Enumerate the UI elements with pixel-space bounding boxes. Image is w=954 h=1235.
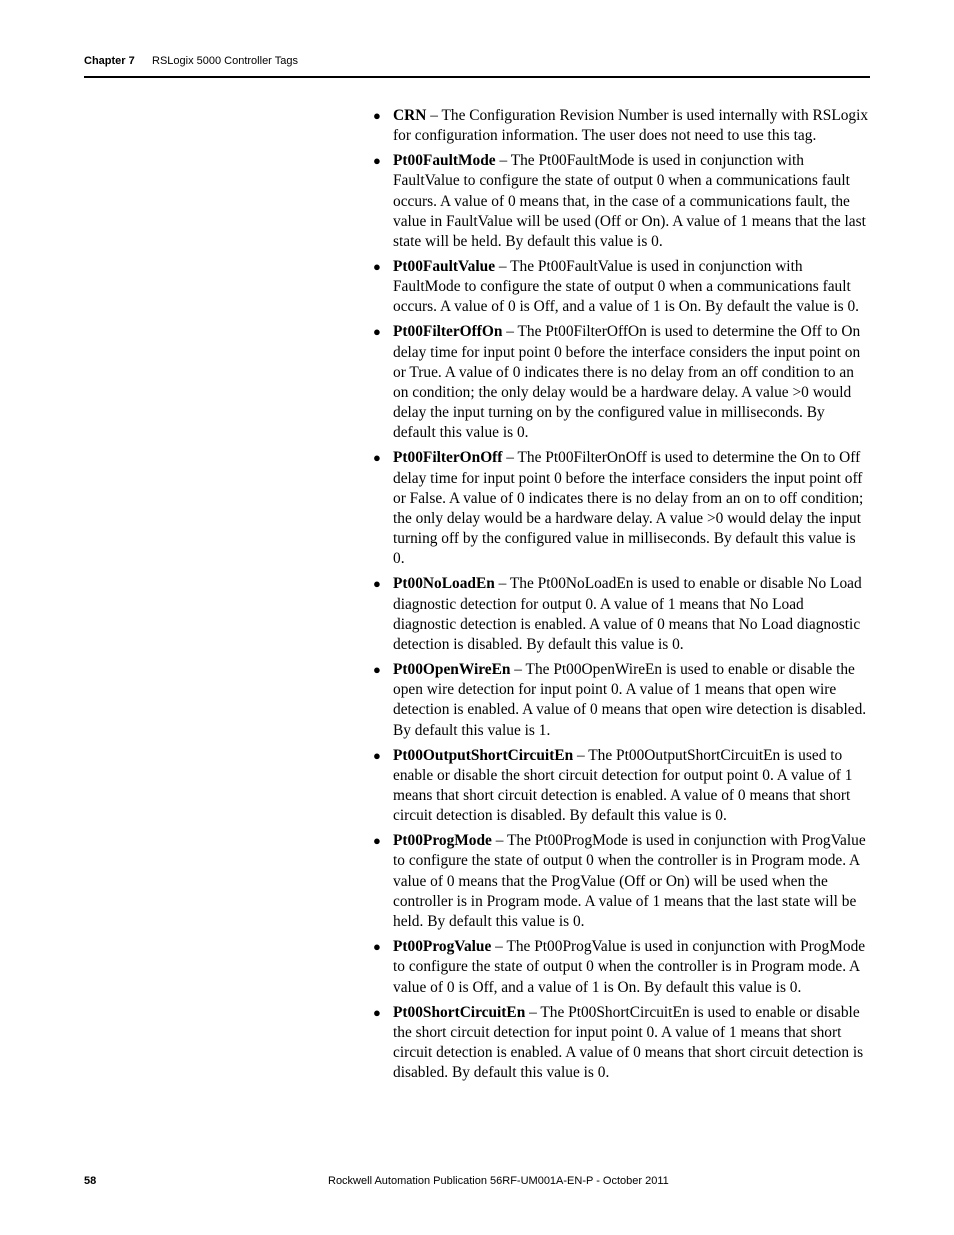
tag-term: Pt00OutputShortCircuitEn: [393, 746, 574, 764]
bullet-icon: ●: [373, 747, 381, 763]
bullet-icon: ●: [373, 324, 381, 340]
tag-description: – The Pt00ProgMode is used in conjunction with ProgValue to configure the state of output 0 when the controller is in Program mode. A value of 0 means that the ProgValue (Off or On) will be used when the controller is in Program mode. A value of 1 means that the last state will be held. By default this value is 0.: [393, 832, 866, 931]
tag-description: – The Pt00FaultValue is used in conjunction with FaultMode to configure the state of output 0 when a communications fault occurs. A value of 0 is Off, and a value of 1 is On. By default the value is 0.: [393, 258, 860, 316]
list-item: [373, 574, 870, 655]
tag-description: – The Pt00OutputShortCircuitEn is used to enable or disable the short circuit detection for output point 0. A value of 1 means that short circuit detection is enabled. A value of 0 means that short circuit detection is disabled. By default this value is 0.: [393, 746, 853, 825]
bullet-icon: ●: [373, 450, 381, 466]
bullet-icon: ●: [373, 833, 381, 849]
tag-description: – The Pt00ProgValue is used in conjunction with ProgMode to configure the state of output 0 when the controller is in Program mode. A value of 0 is Off, and a value of 1 is On. By default this value is 0.: [393, 938, 866, 996]
page-number: 58: [84, 1175, 97, 1187]
bullet-icon: ●: [373, 259, 381, 275]
tag-description: – The Pt00FilterOffOn is used to determine the Off to On delay time for input point 0 before the interface considers the input point on or True. A value of 0 indicates there is no delay from an off condition to an on condition; the only delay would be a hardware delay. A value >0 would delay the input turning on by the configured value in milliseconds. By default this value is 0.: [393, 323, 861, 442]
bullet-icon: ●: [373, 108, 381, 123]
section-title: RSLogix 5000 Controller Tags: [152, 55, 298, 67]
publication-info: Rockwell Automation Publication 56RF-UM001A-EN-P - October 2011: [328, 1175, 669, 1187]
tag-term: Pt00FaultMode: [393, 152, 496, 170]
list-item: [373, 448, 870, 569]
tag-description: – The Pt00OpenWireEn is used to enable or disable the open wire detection for input point 0. A value of 1 means that open wire detection is enabled. A value of 0 means that open wire detection is disabled. By default this value is 1.: [393, 661, 867, 739]
bullet-icon: ●: [373, 939, 381, 955]
tag-term: Pt00ProgValue: [393, 938, 492, 956]
bullet-icon: ●: [373, 153, 381, 169]
page-header: [84, 54, 870, 78]
tag-term: Pt00FaultValue: [393, 258, 496, 276]
tag-description: – The Configuration Revision Number is used internally with RSLogix for configuration information. The user does not need to use this tag.: [393, 107, 869, 145]
tag-description: – The Pt00FaultMode is used in conjunction with FaultValue to configure the state of output 0 when a communications fault occurs. A value of 0 means that, in the case of a communications fault, the value in FaultValue will be used (Off or On). A value of 1 means that the last state will be held. By default this value is 0.: [393, 152, 866, 251]
bullet-icon: ●: [373, 576, 381, 592]
tag-description: – The Pt00NoLoadEn is used to enable or disable No Load diagnostic detection for output 0. A value of 1 means that No Load diagnostic detection is enabled. A value of 0 means that No Load diagnostic detection is disabled. By default this value is 0.: [393, 575, 862, 654]
page-footer: [84, 1173, 870, 1191]
list-item: [373, 660, 870, 741]
list-item: [373, 151, 870, 252]
tag-term: Pt00FilterOffOn: [393, 323, 503, 341]
list-item: [373, 322, 870, 443]
tag-description: – The Pt00FilterOnOff is used to determine the On to Off delay time for input point 0 before the interface considers the input point off or False. A value of 0 indicates there is no delay from an on to off condition; the only delay would be a hardware delay. A value >0 would delay the input turning off by the configured value in milliseconds. By default this value is 0.: [393, 449, 864, 568]
list-item: [373, 937, 870, 998]
tag-term: Pt00OpenWireEn: [393, 661, 511, 679]
tag-term: Pt00NoLoadEn: [393, 575, 495, 593]
list-item: [373, 106, 870, 146]
tag-term: Pt00ShortCircuitEn: [393, 1003, 526, 1021]
tag-term: CRN: [393, 107, 427, 124]
list-item: [373, 1003, 870, 1084]
list-item: [373, 831, 870, 932]
tag-description: – The Pt00ShortCircuitEn is used to enable or disable the short circuit detection for input point 0. A value of 1 means that short circuit detection is enabled. A value of 0 means that short circuit detection is disabled. By default this value is 0.: [393, 1003, 864, 1082]
main-content: [373, 106, 870, 1088]
tag-term: Pt00FilterOnOff: [393, 449, 503, 467]
bullet-icon: ●: [373, 1004, 381, 1020]
tag-definition-list: [373, 106, 870, 1083]
list-item: [373, 257, 870, 318]
chapter-label: Chapter 7: [84, 55, 135, 67]
bullet-icon: ●: [373, 662, 381, 678]
list-item: [373, 746, 870, 827]
tag-term: Pt00ProgMode: [393, 832, 492, 850]
